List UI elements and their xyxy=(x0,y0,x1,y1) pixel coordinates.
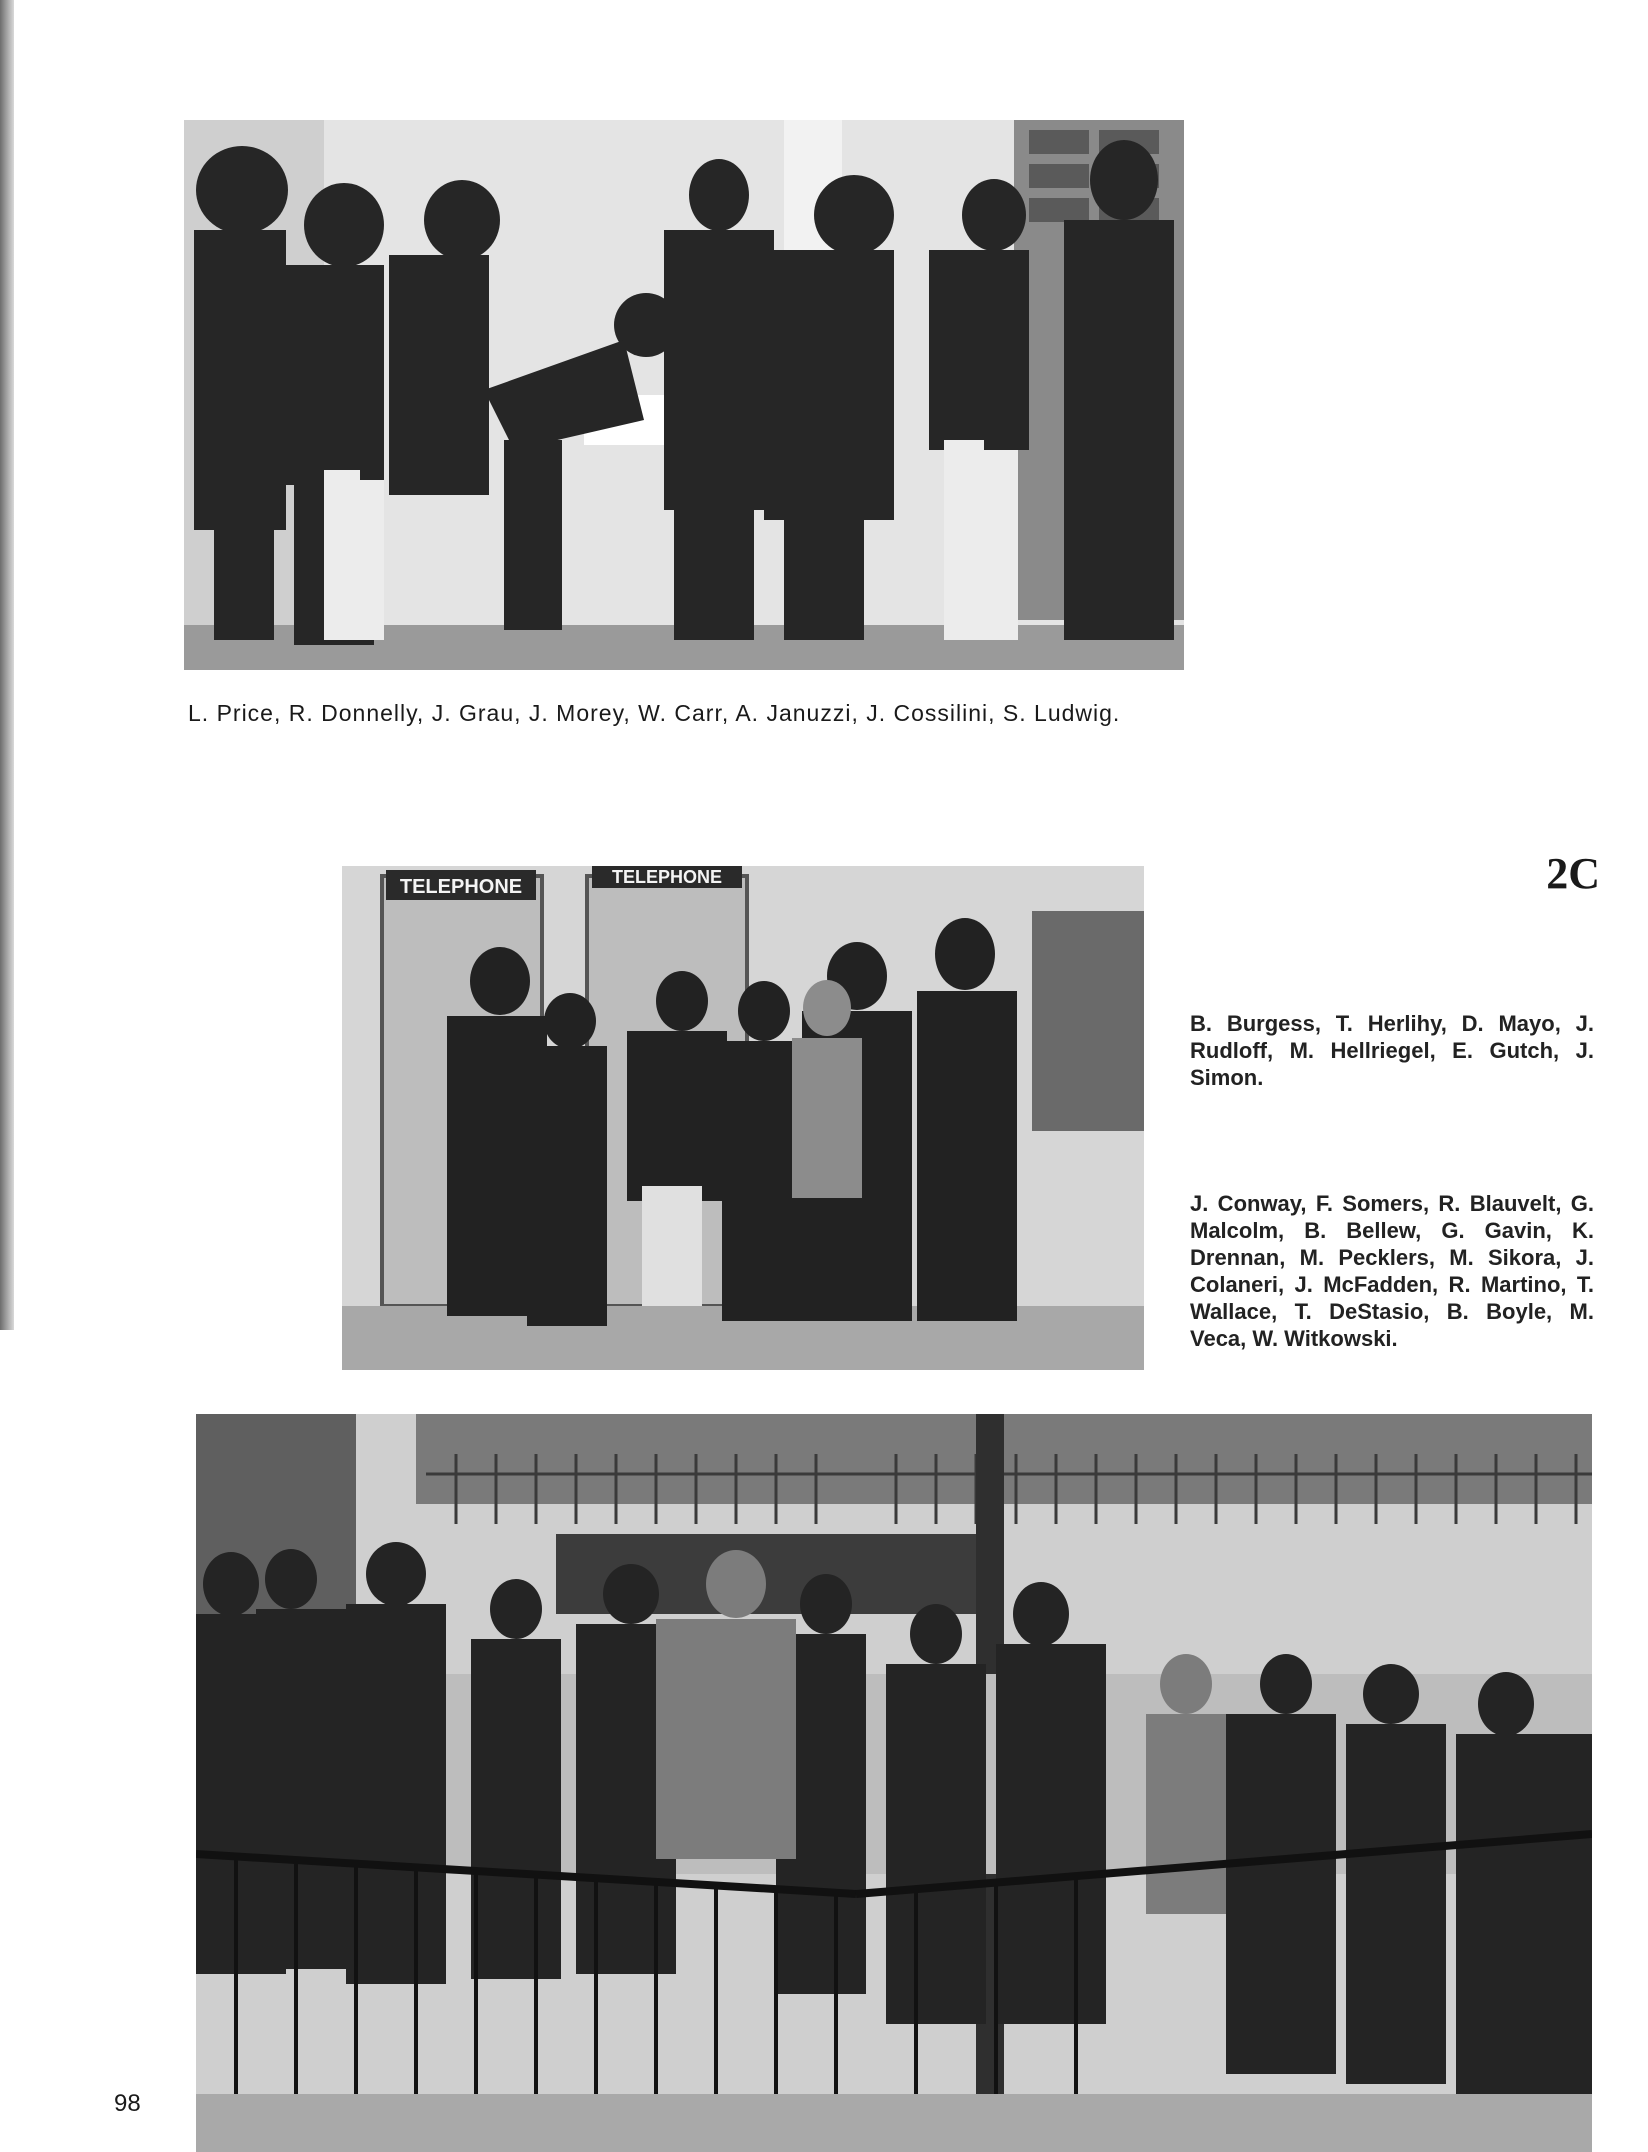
photo-3-caption: J. Conway, F. Somers, R. Blauvelt, G. Malcolm, B. Bellew, G. Gavin, K. Drennan, M. Pecklers, M. Sikora, J. Colaneri, J. McFadden, R. Martino, T. Wallace, T. DeStasio, B. Boyle, M. Veca, W. Witkowski. xyxy=(1190,1191,1594,1351)
telephone-sign-left: TELEPHONE xyxy=(399,876,523,898)
telephone-sign-right: TELEPHONE xyxy=(611,867,723,887)
group-photo-telephone-booths xyxy=(342,866,1144,1370)
group-photo-outdoor-stairs xyxy=(196,1414,1592,2152)
page-binding-edge xyxy=(0,0,14,1330)
photo-2-caption: B. Burgess, T. Herlihy, D. Mayo, J. Rudloff, M. Hellriegel, E. Gutch, J. Simon. xyxy=(1190,1011,1594,1090)
page-number: 98 xyxy=(114,2090,141,2117)
group-photo-fountain xyxy=(184,120,1184,670)
photo-1-caption: L. Price, R. Donnelly, J. Grau, J. Morey, W. Carr, A. Januzzi, J. Cossilini, S. Ludwig. xyxy=(188,700,1121,726)
section-label: 2C xyxy=(1546,849,1600,898)
